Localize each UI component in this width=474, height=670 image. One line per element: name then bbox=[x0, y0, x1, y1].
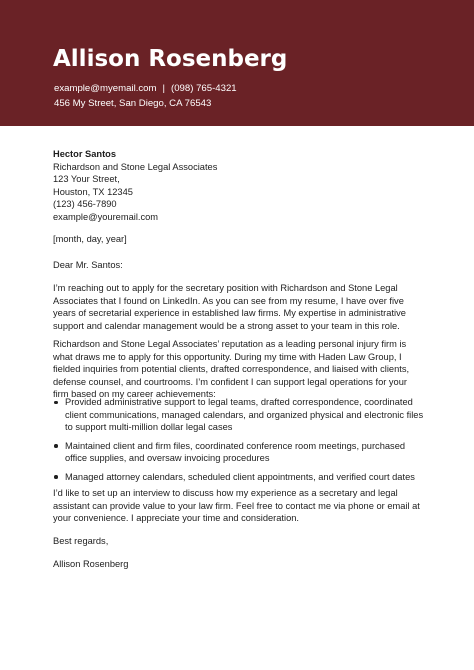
recipient-street: 123 Your Street, bbox=[53, 174, 120, 184]
sender-name: Allison Rosenberg bbox=[53, 46, 288, 72]
signoff: Best regards, bbox=[53, 536, 109, 546]
list-item: Maintained client and firm files, coordinated conference room meetings, purchased office supplies, and oversaw invoicing procedures bbox=[53, 440, 425, 465]
recipient-city: Houston, TX 12345 bbox=[53, 186, 133, 197]
recipient-phone: (123) 456-7890 bbox=[53, 199, 117, 209]
intro-paragraph: I’m reaching out to apply for the secretary position with Richardson and Stone Legal Associates that I found on LinkedIn. As you can see from my resume, I have over five years of secretarial experience in established law firms. My expertise in administrative support and calendar management would be a strong asset to your team in this role. bbox=[53, 283, 406, 331]
letter-date: [month, day, year] bbox=[53, 234, 127, 244]
salutation: Dear Mr. Santos: bbox=[53, 260, 123, 270]
recipient-block bbox=[53, 148, 425, 223]
list-item: Provided administrative support to legal teams, drafted correspondence, coordinated client communications, managed calendars, and organized physical and electronic files to support multi-million dollar legal cases bbox=[53, 396, 425, 434]
achievements-list bbox=[53, 396, 425, 483]
sender-address: 456 My Street, San Diego, CA 76543 bbox=[54, 98, 212, 109]
middle-paragraph: Richardson and Stone Legal Associates’ reputation as a leading personal injury firm is what draws me to apply for this opportunity. During my time with Haden Law Group, I fielded inquiries from potential clients, drafted correspondence, and liaised with clients, defense counsel, and courtrooms. I’m confident I can support legal operations for your firm based on my career achievements: bbox=[53, 339, 410, 399]
recipient-email: example@youremail.com bbox=[53, 211, 159, 222]
sender-phone: (098) 765-4321 bbox=[171, 83, 237, 94]
achievements-list-wrap bbox=[53, 396, 425, 489]
signature-name: Allison Rosenberg bbox=[53, 559, 129, 569]
closing-paragraph: I’d like to set up an interview to discuss how my experience as a secretary and legal assistant can provide value to your law firm. Feel free to contact me via phone or email at your convenience. I appreciate your time and consideration. bbox=[53, 488, 420, 523]
sender-contact-line bbox=[54, 83, 237, 94]
recipient-company: Richardson and Stone Legal Associates bbox=[53, 161, 218, 172]
recipient-name: Hector Santos bbox=[53, 149, 117, 159]
list-item: Managed attorney calendars, scheduled client appointments, and verified court dates bbox=[53, 471, 425, 484]
letter-header bbox=[0, 0, 474, 126]
contact-separator: | bbox=[162, 83, 166, 94]
sender-email: example@myemail.com bbox=[54, 83, 157, 94]
